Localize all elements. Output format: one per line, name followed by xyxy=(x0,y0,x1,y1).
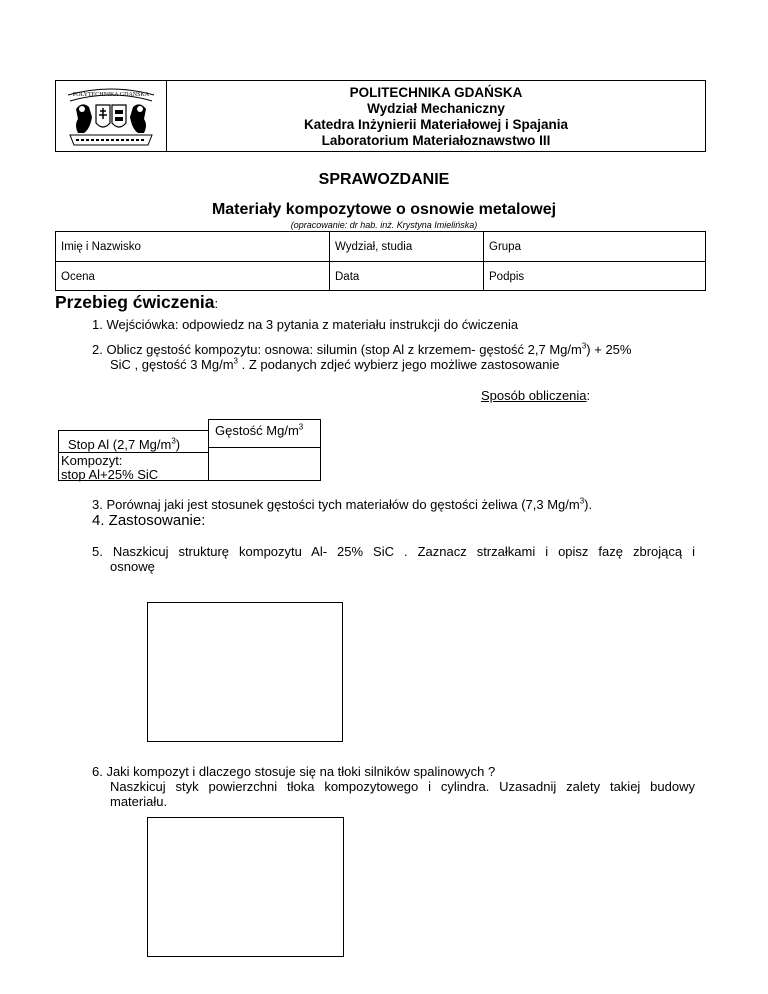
density-table xyxy=(58,419,321,481)
density-row-al: Stop Al (2,7 $Mg/m^3$) xyxy=(68,436,181,452)
item-3: 3. Porównaj jaki jest stosunek gęstości tych materiałów do gęstości żeliwa (7,3 $Mg/m^3$). xyxy=(92,496,593,512)
section-heading: Przebieg ćwiczenia: xyxy=(55,292,219,312)
item-2: 2. Oblicz gęstość kompozytu: osnowa: silumin (stop Al z krzemem- gęstość 2,7 $Mg/m^3) + 25\%$ xyxy=(92,341,632,357)
sketch-box-piston[interactable] xyxy=(147,817,344,957)
svg-text:POLYTECHNIKA GDANSKA: POLYTECHNIKA GDANSKA xyxy=(72,92,150,98)
header-box xyxy=(55,80,706,152)
info-row-1 xyxy=(56,232,705,262)
date-field[interactable]: Data xyxy=(330,262,484,291)
header-line-department: Katedra Inżynierii Materiałowej i Spajania xyxy=(303,117,569,132)
student-info-table xyxy=(55,231,706,291)
item-5: 5. Naszkicuj strukturę kompozytu Al- 25% SiC . Zaznacz strzałkami i opisz fazę zbrojącą i xyxy=(92,544,695,559)
group-field[interactable]: Grupa xyxy=(489,240,521,253)
density-row-composite-2: stop Al+25% SiC xyxy=(61,467,159,482)
item-5-cont: osnowę xyxy=(110,559,155,574)
grade-field[interactable]: Ocena xyxy=(56,262,330,291)
author-note: (opracowanie: dr hab. inż. Krystyna Imielińska) xyxy=(290,220,478,230)
info-row-2 xyxy=(56,262,705,291)
crest-icon xyxy=(56,81,166,151)
subject-title: Materiały kompozytowe o osnowie metalowej xyxy=(211,201,557,218)
sketch-box-structure[interactable] xyxy=(147,602,343,742)
item-2-cont: SiC , gęstość 3 $Mg/m^3$ . Z podanych zdjeć wybierz jego możliwe zastosowanie xyxy=(110,356,560,372)
item-6: 6. Jaki kompozyt i dlaczego stosuje się na tłoki silników spalinowych ? xyxy=(92,764,496,779)
header-line-laboratory: Laboratorium Materiałoznawstwo III xyxy=(321,133,551,148)
faculty-field[interactable]: Wydział, studia xyxy=(330,232,484,261)
density-row-composite: Kompozyt: xyxy=(61,453,123,468)
item-4: 4. Zastosowanie: xyxy=(92,512,206,529)
signature-field[interactable]: Podpis xyxy=(489,270,525,283)
header-line-university: POLITECHNIKA GDAŃSKA xyxy=(349,85,523,100)
report-title: SPRAWOZDANIE xyxy=(318,171,450,188)
item-1: 1. Wejściówka: odpowiedz na 3 pytania z materiału instrukcji do ćwiczenia xyxy=(92,317,519,332)
density-header: Gęstość $Mg/m^3$ xyxy=(215,422,304,438)
item-6-cont-2: materiału. xyxy=(110,794,168,809)
name-field[interactable]: Imię i Nazwisko xyxy=(56,232,330,261)
header-line-faculty: Wydział Mechaniczny xyxy=(367,101,505,116)
item-6-cont: Naszkicuj styk powierzchni tłoka kompozytowego i cylindra. Uzasadnij zalety takiej budowy xyxy=(110,779,695,794)
header-text xyxy=(167,85,705,149)
calculation-label: Sposób obliczenia: xyxy=(481,388,591,403)
university-logo xyxy=(56,81,167,151)
